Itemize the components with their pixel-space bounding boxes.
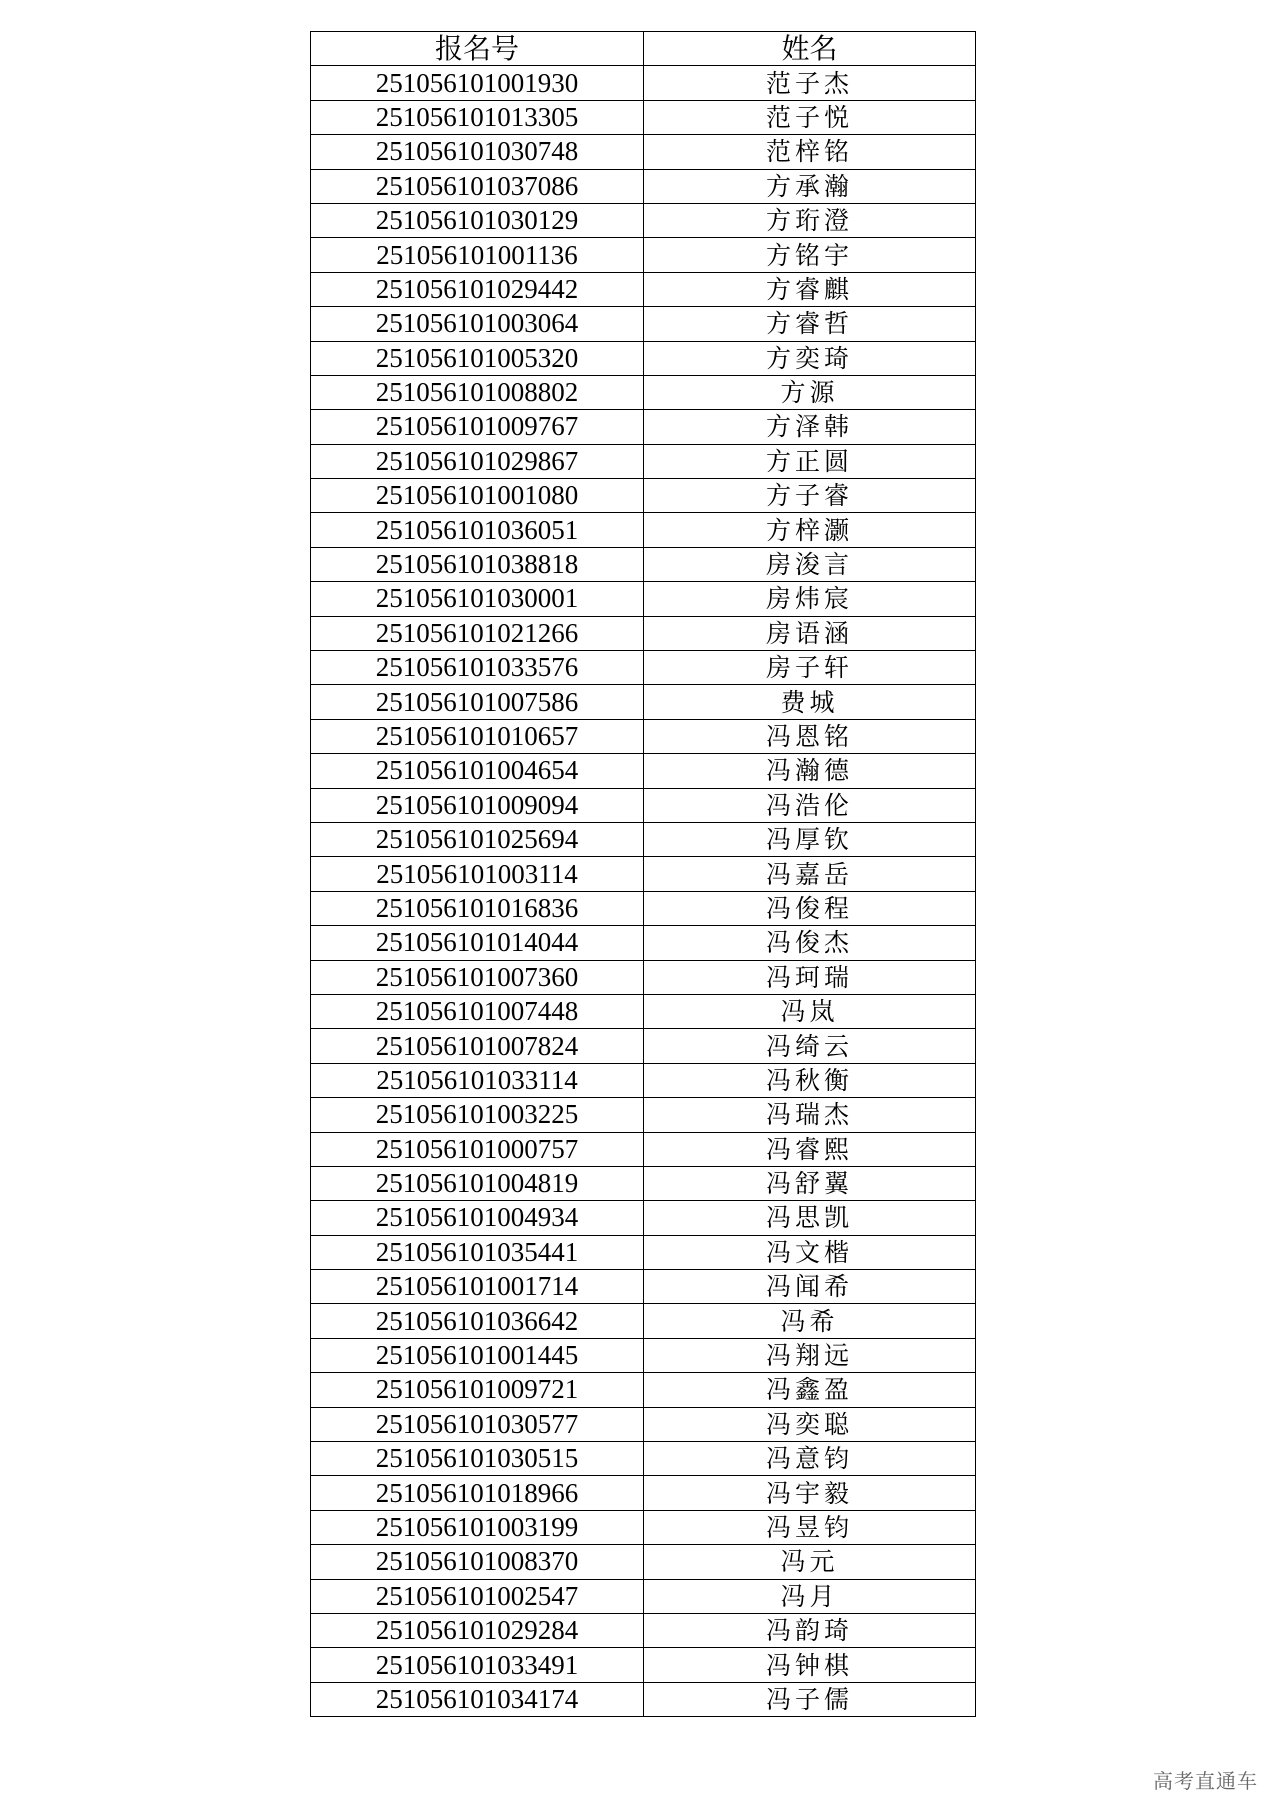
registration-no-cell: 251056101029442 xyxy=(311,272,644,306)
table-row xyxy=(311,1098,976,1132)
registration-no-cell: 251056101009767 xyxy=(311,410,644,444)
registration-no-cell: 251056101025694 xyxy=(311,822,644,856)
name-cell: 方承瀚 xyxy=(644,169,976,203)
registration-no-cell: 251056101018966 xyxy=(311,1476,644,1510)
registration-no-cell: 251056101004654 xyxy=(311,754,644,788)
table-row xyxy=(311,479,976,513)
registration-no-cell: 251056101035441 xyxy=(311,1235,644,1269)
table-row xyxy=(311,1373,976,1407)
table-row xyxy=(311,203,976,237)
table-row xyxy=(311,169,976,203)
name-cell: 冯希 xyxy=(644,1304,976,1338)
registration-no-cell: 251056101009094 xyxy=(311,788,644,822)
registration-no-cell: 251056101007824 xyxy=(311,1029,644,1063)
name-cell: 冯昱钧 xyxy=(644,1510,976,1544)
name-cell: 冯韵琦 xyxy=(644,1613,976,1647)
registration-no-cell: 251056101007448 xyxy=(311,994,644,1028)
registration-no-cell: 251056101021266 xyxy=(311,616,644,650)
name-cell: 冯鑫盈 xyxy=(644,1373,976,1407)
name-cell: 冯珂瑞 xyxy=(644,960,976,994)
table-row xyxy=(311,891,976,925)
name-cell: 房浚言 xyxy=(644,547,976,581)
table-row xyxy=(311,754,976,788)
registration-no-cell: 251056101001445 xyxy=(311,1338,644,1372)
name-cell: 冯恩铭 xyxy=(644,719,976,753)
table-row xyxy=(311,1270,976,1304)
name-cell: 冯睿熙 xyxy=(644,1132,976,1166)
table-row xyxy=(311,375,976,409)
table-row xyxy=(311,1407,976,1441)
registration-no-cell: 251056101002547 xyxy=(311,1579,644,1613)
registration-no-cell: 251056101030748 xyxy=(311,135,644,169)
registration-no-cell: 251056101013305 xyxy=(311,100,644,134)
name-cell: 冯秋衡 xyxy=(644,1063,976,1097)
registration-no-cell: 251056101001080 xyxy=(311,479,644,513)
table-row xyxy=(311,1166,976,1200)
table-row xyxy=(311,100,976,134)
table-row xyxy=(311,926,976,960)
name-cell: 冯意钧 xyxy=(644,1442,976,1476)
registration-no-cell: 251056101005320 xyxy=(311,341,644,375)
table-row xyxy=(311,1132,976,1166)
name-cell: 冯绮云 xyxy=(644,1029,976,1063)
table-row xyxy=(311,307,976,341)
name-cell: 方正圆 xyxy=(644,444,976,478)
registration-no-cell: 251056101033576 xyxy=(311,651,644,685)
table-row xyxy=(311,1476,976,1510)
table-row xyxy=(311,994,976,1028)
table-row xyxy=(311,1510,976,1544)
name-cell: 方源 xyxy=(644,375,976,409)
registration-table xyxy=(310,31,976,1717)
name-cell: 冯浩伦 xyxy=(644,788,976,822)
registration-no-cell: 251056101037086 xyxy=(311,169,644,203)
header-registration-no: 报名号 xyxy=(311,32,644,66)
table-row xyxy=(311,135,976,169)
name-cell: 方铭宇 xyxy=(644,238,976,272)
name-cell: 房语涵 xyxy=(644,616,976,650)
table-row xyxy=(311,272,976,306)
registration-no-cell: 251056101000757 xyxy=(311,1132,644,1166)
name-cell: 冯元 xyxy=(644,1545,976,1579)
name-cell: 冯瀚德 xyxy=(644,754,976,788)
table-row xyxy=(311,1682,976,1716)
table-row xyxy=(311,547,976,581)
table-row xyxy=(311,1613,976,1647)
name-cell: 房炜宸 xyxy=(644,582,976,616)
table-row xyxy=(311,1235,976,1269)
table-row xyxy=(311,1648,976,1682)
registration-no-cell: 251056101030001 xyxy=(311,582,644,616)
name-cell: 方睿麒 xyxy=(644,272,976,306)
table-row xyxy=(311,719,976,753)
name-cell: 方睿哲 xyxy=(644,307,976,341)
table-row xyxy=(311,1063,976,1097)
registration-no-cell: 251056101003225 xyxy=(311,1098,644,1132)
table-row xyxy=(311,1029,976,1063)
table-row xyxy=(311,857,976,891)
registration-no-cell: 251056101004934 xyxy=(311,1201,644,1235)
table-row xyxy=(311,651,976,685)
registration-no-cell: 251056101030577 xyxy=(311,1407,644,1441)
name-cell: 范梓铭 xyxy=(644,135,976,169)
table-row xyxy=(311,513,976,547)
name-cell: 冯文楷 xyxy=(644,1235,976,1269)
registration-no-cell: 251056101030515 xyxy=(311,1442,644,1476)
name-cell: 冯俊程 xyxy=(644,891,976,925)
name-cell: 冯闻希 xyxy=(644,1270,976,1304)
table-row xyxy=(311,616,976,650)
table-row xyxy=(311,822,976,856)
table-row xyxy=(311,1442,976,1476)
table-row xyxy=(311,66,976,100)
table-row xyxy=(311,341,976,375)
registration-no-cell: 251056101033114 xyxy=(311,1063,644,1097)
table-row xyxy=(311,1338,976,1372)
name-cell: 冯月 xyxy=(644,1579,976,1613)
table-row xyxy=(311,1201,976,1235)
name-cell: 范子悦 xyxy=(644,100,976,134)
name-cell: 冯瑞杰 xyxy=(644,1098,976,1132)
table-row xyxy=(311,960,976,994)
name-cell: 范子杰 xyxy=(644,66,976,100)
registration-no-cell: 251056101034174 xyxy=(311,1682,644,1716)
name-cell: 冯俊杰 xyxy=(644,926,976,960)
registration-no-cell: 251056101033491 xyxy=(311,1648,644,1682)
header-name: 姓名 xyxy=(644,32,976,66)
name-cell: 方梓灏 xyxy=(644,513,976,547)
registration-no-cell: 251056101007586 xyxy=(311,685,644,719)
name-cell: 冯嘉岳 xyxy=(644,857,976,891)
table-body xyxy=(311,66,976,1717)
name-cell: 冯钟棋 xyxy=(644,1648,976,1682)
registration-no-cell: 251056101010657 xyxy=(311,719,644,753)
registration-no-cell: 251056101009721 xyxy=(311,1373,644,1407)
table-row xyxy=(311,1304,976,1338)
table-row xyxy=(311,444,976,478)
watermark-text: 高考直通车 xyxy=(1153,1769,1258,1793)
registration-no-cell: 251056101014044 xyxy=(311,926,644,960)
registration-no-cell: 251056101003199 xyxy=(311,1510,644,1544)
name-cell: 冯奕聪 xyxy=(644,1407,976,1441)
registration-no-cell: 251056101004819 xyxy=(311,1166,644,1200)
registration-no-cell: 251056101008370 xyxy=(311,1545,644,1579)
name-cell: 冯厚钦 xyxy=(644,822,976,856)
table-row xyxy=(311,1545,976,1579)
name-cell: 冯思凯 xyxy=(644,1201,976,1235)
registration-no-cell: 251056101038818 xyxy=(311,547,644,581)
registration-no-cell: 251056101016836 xyxy=(311,891,644,925)
name-cell: 方珩澄 xyxy=(644,203,976,237)
registration-no-cell: 251056101003064 xyxy=(311,307,644,341)
registration-no-cell: 251056101007360 xyxy=(311,960,644,994)
name-cell: 冯岚 xyxy=(644,994,976,1028)
name-cell: 方奕琦 xyxy=(644,341,976,375)
registration-no-cell: 251056101001136 xyxy=(311,238,644,272)
table-row xyxy=(311,582,976,616)
name-cell: 方子睿 xyxy=(644,479,976,513)
registration-no-cell: 251056101036642 xyxy=(311,1304,644,1338)
name-cell: 方泽韩 xyxy=(644,410,976,444)
name-cell: 冯舒翼 xyxy=(644,1166,976,1200)
name-cell: 冯子儒 xyxy=(644,1682,976,1716)
registration-no-cell: 251056101029867 xyxy=(311,444,644,478)
registration-no-cell: 251056101008802 xyxy=(311,375,644,409)
name-cell: 房子轩 xyxy=(644,651,976,685)
registration-no-cell: 251056101029284 xyxy=(311,1613,644,1647)
registration-no-cell: 251056101001930 xyxy=(311,66,644,100)
registration-no-cell: 251056101003114 xyxy=(311,857,644,891)
name-cell: 冯宇毅 xyxy=(644,1476,976,1510)
name-cell: 费城 xyxy=(644,685,976,719)
registration-no-cell: 251056101001714 xyxy=(311,1270,644,1304)
header-row xyxy=(311,32,976,66)
registration-no-cell: 251056101030129 xyxy=(311,203,644,237)
table-row xyxy=(311,685,976,719)
table-header xyxy=(311,32,976,66)
table-row xyxy=(311,410,976,444)
table-row xyxy=(311,788,976,822)
name-cell: 冯翔远 xyxy=(644,1338,976,1372)
registration-no-cell: 251056101036051 xyxy=(311,513,644,547)
table-row xyxy=(311,1579,976,1613)
table-row xyxy=(311,238,976,272)
